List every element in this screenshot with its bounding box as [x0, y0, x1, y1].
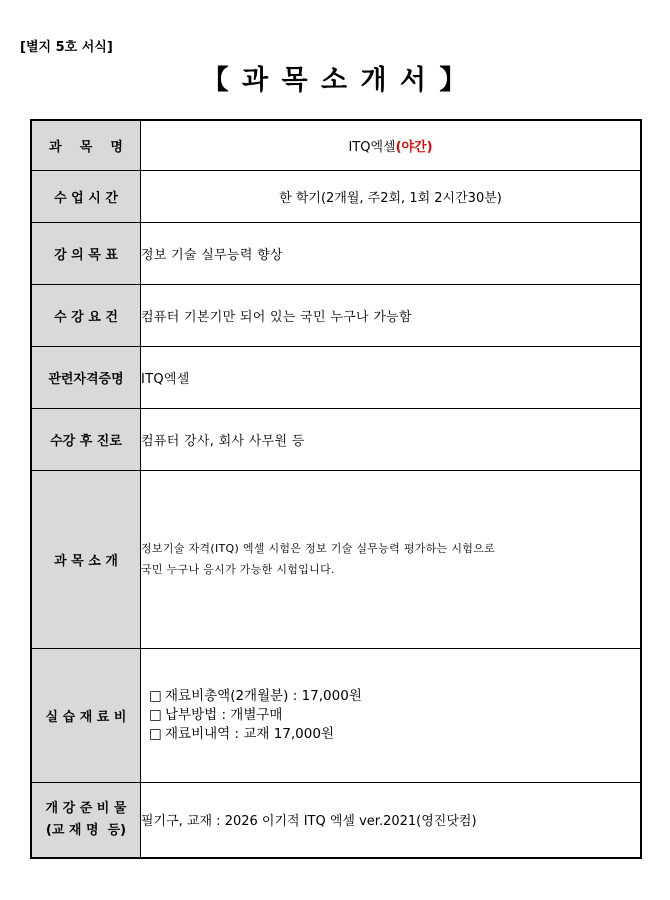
introduction-line: 국민 누구나 응시가 가능한 시험입니다.: [141, 563, 335, 576]
materials-fee-item: [141, 725, 640, 744]
row-materials-fee: [31, 648, 641, 782]
row-objective: [31, 222, 641, 284]
value-introduction: [141, 470, 642, 648]
row-requirements: [31, 284, 641, 346]
value-class-time: 한 학기(2개월, 주2회, 1회 2시간30분): [141, 170, 642, 222]
value-requirements: 컴퓨터 기본기만 되어 있는 국민 누구나 가능함: [141, 284, 642, 346]
label-requirements: 수 강 요 건: [31, 284, 141, 346]
materials-fee-item-text: 재료비총액(2개월분) : 17,000원: [165, 687, 362, 704]
label-materials-fee: 실 습 재 료 비: [31, 648, 141, 782]
course-name-text: ITQ엑셀: [348, 139, 396, 155]
materials-fee-item: [141, 687, 640, 706]
value-certificate: ITQ엑셀: [141, 346, 642, 408]
value-preparation: 필기구, 교재 : 2026 이기적 ITQ 엑셀 ver.2021(영진닷컴): [141, 782, 642, 858]
form-code: [별지 5호 서식]: [20, 40, 113, 55]
label-objective: 강 의 목 표: [31, 222, 141, 284]
row-preparation: [31, 782, 641, 858]
row-certificate: [31, 346, 641, 408]
label-introduction: 과 목 소 개: [31, 470, 141, 648]
value-objective: 정보 기술 실무능력 향상: [141, 222, 642, 284]
materials-fee-item-text: 납부방법 : 개별구매: [165, 706, 283, 723]
label-class-time: 수 업 시 간: [31, 170, 141, 222]
checkbox-icon: □: [149, 725, 162, 742]
materials-fee-item-text: 재료비내역 : 교재 17,000원: [165, 725, 334, 742]
checkbox-icon: □: [149, 706, 162, 723]
label-preparation: [31, 782, 141, 858]
introduction-line: 정보기술 자격(ITQ) 엑셀 시험은 정보 기술 실무능력 평가하는 시험으로: [141, 542, 496, 555]
value-materials-fee: [141, 648, 642, 782]
checkbox-icon: □: [149, 687, 162, 704]
label-course-name: 과 목 명: [31, 120, 141, 170]
label-certificate: 관련자격증명: [31, 346, 141, 408]
value-course-name: [141, 120, 642, 170]
value-career: 컴퓨터 강사, 회사 사무원 등: [141, 408, 642, 470]
row-career: [31, 408, 641, 470]
document-title: 【 과 목 소 개 서 】: [201, 65, 469, 96]
row-class-time: [31, 170, 641, 222]
course-name-highlight: (야간): [395, 139, 433, 155]
materials-fee-item: [141, 706, 640, 725]
label-preparation-line1: 개 강 준 비 물: [45, 800, 127, 816]
label-preparation-line2: (교 재 명 등): [45, 822, 127, 838]
row-introduction: [31, 470, 641, 648]
label-career: 수강 후 진로: [31, 408, 141, 470]
course-info-table: [30, 119, 642, 859]
row-course-name: [31, 120, 641, 170]
